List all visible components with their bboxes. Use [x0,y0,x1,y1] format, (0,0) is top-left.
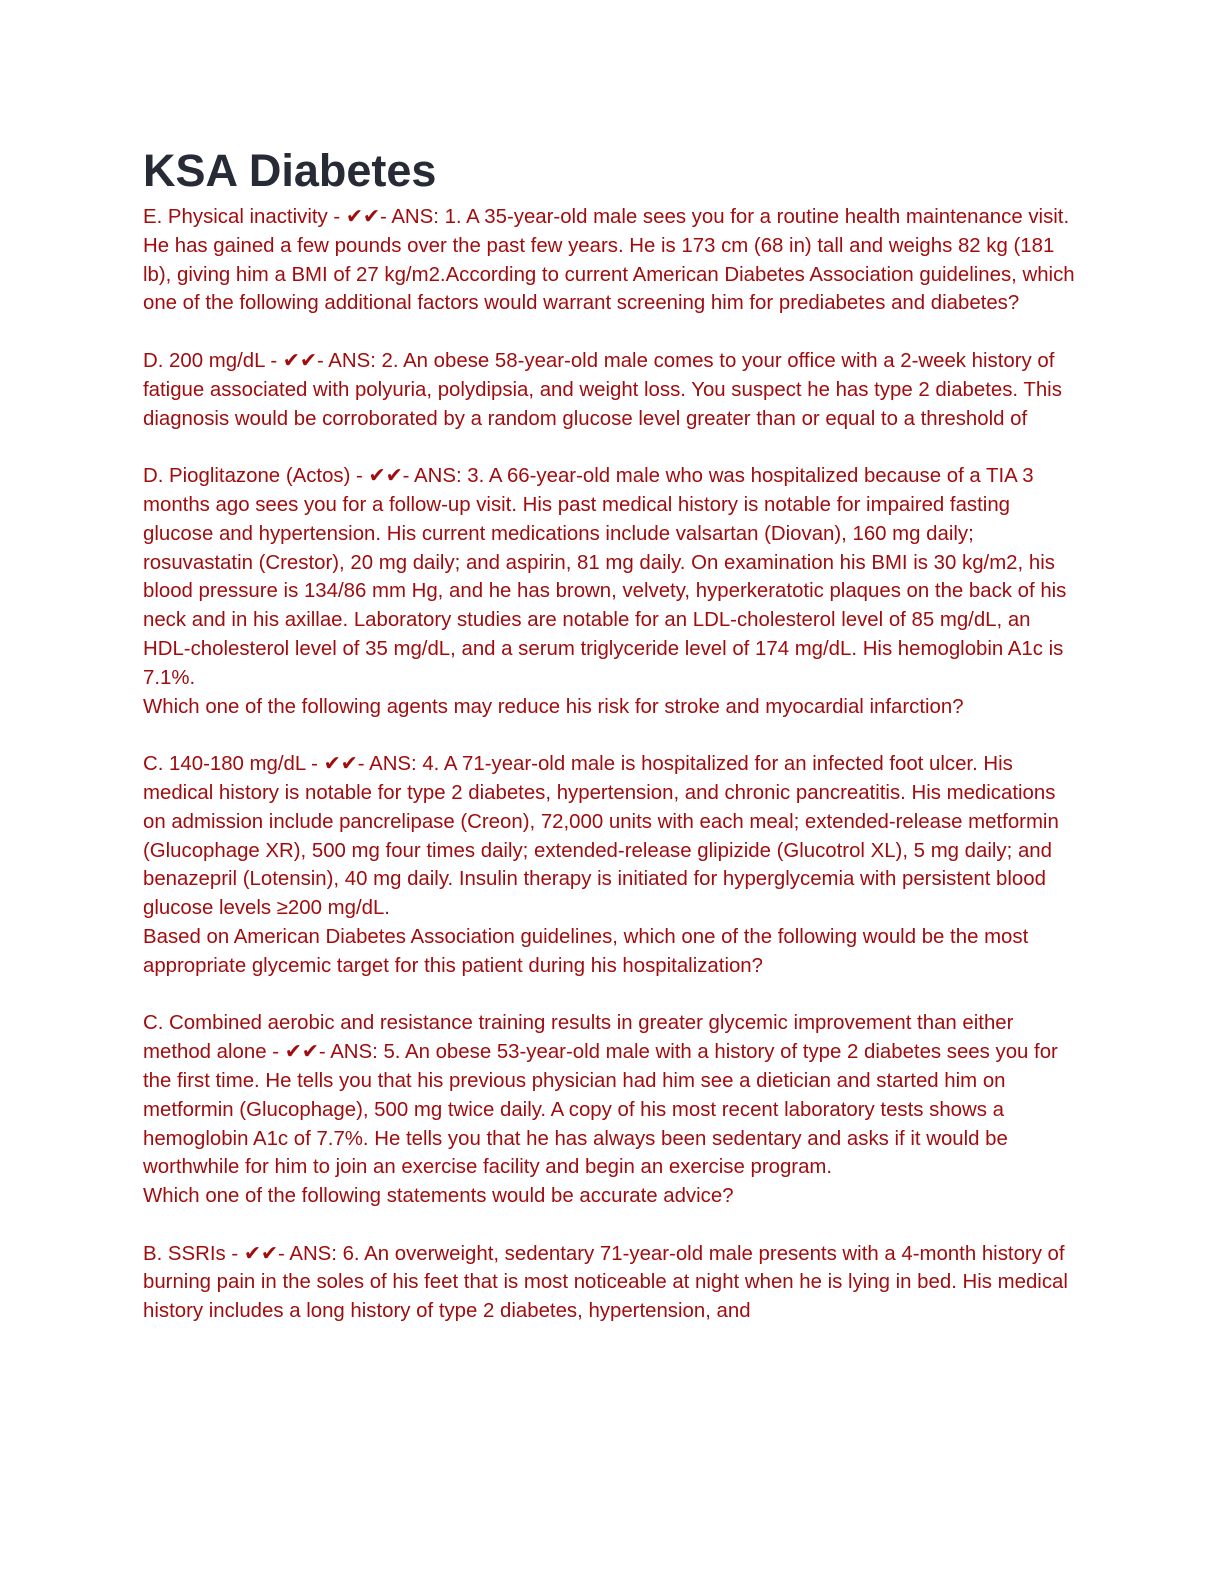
document-body [143,143,1078,1355]
qa-entry-3: D. Pioglitazone (Actos) - ✔✔- ANS: 3. A 66-year-old male who was hospitalized because of a TIA 3 months ago sees you for a follow-up visit. His past medical history is notable for impaired fasting glucose and hypertension. His current medications include valsartan (Diovan), 160 mg daily; rosuvastatin (Crestor), 20 mg daily; and aspirin, 81 mg daily. On examination his BMI is 30 kg/m2, his blood pressure is 134/86 mm Hg, and he has brown, velvety, hyperkeratotic plaques on the back of his neck and in his axillae. Laboratory studies are notable for an LDL-cholesterol level of 85 mg/dL, an HDL-cholesterol level of 35 mg/dL, and a serum triglyceride level of 174 mg/dL. His hemoglobin A1c is 7.1%. Which one of the following agents may reduce his risk for stroke and myocardial infarction? [143,465,1067,718]
qa-entry-6: B. SSRIs - ✔✔- ANS: 6. An overweight, sedentary 71-year-old male presents with a 4-month history of burning pain in the soles of his feet that is most noticeable at night when he is lying in bed. His medical history includes a long history of type 2 diabetes, hypertension, and [143,1242,1068,1323]
page-title: KSA Diabetes [143,145,437,196]
qa-entry-4: C. 140-180 mg/dL - ✔✔- ANS: 4. A 71-year-old male is hospitalized for an infected foot ulcer. His medical history is notable for type 2 diabetes, hypertension, and chronic pancreatitis. His medications on admission include pancrelipase (Creon), 72,000 units with each meal; extended-release metformin (Glucophage XR), 500 mg four times daily; extended-release glipizide (Glucotrol XL), 5 mg daily; and benazepril (Lotensin), 40 mg daily. Insulin therapy is initiated for hyperglycemia with persistent blood glucose levels ≥200 mg/dL. Based on American Diabetes Association guidelines, which one of the following would be the most appropriate glycemic target for this patient during his hospitalization? [143,753,1059,977]
qa-entry-2: D. 200 mg/dL - ✔✔- ANS: 2. An obese 58-year-old male comes to your office with a 2-week history of fatigue associated with polyuria, polydipsia, and weight loss. You suspect he has type 2 diabetes. This diagnosis would be corroborated by a random glucose level greater than or equal to a threshold of [143,349,1062,430]
qa-entry-5: C. Combined aerobic and resistance training results in greater glycemic improvement than either method alone - ✔✔- ANS: 5. An obese 53-year-old male with a history of type 2 diabetes sees you for the first time. He tells you that his previous physician had him see a dietician and started him on metformin (Glucophage), 500 mg twice daily. A copy of his most recent laboratory tests shows a hemoglobin A1c of 7.7%. He tells you that he has always been sedentary and asks if it would be worthwhile for him to join an exercise facility and begin an exercise program. Which one of the following statements would be accurate advice? [143,1012,1058,1208]
qa-entry-1: E. Physical inactivity - ✔✔- ANS: 1. A 35-year-old male sees you for a routine health maintenance visit. He has gained a few pounds over the past few years. He is 173 cm (68 in) tall and weighs 82 kg (181 lb), giving him a BMI of 27 kg/m2.According to current American Diabetes Association guidelines, which one of the following additional factors would warrant screening him for prediabetes and diabetes? [143,206,1075,315]
